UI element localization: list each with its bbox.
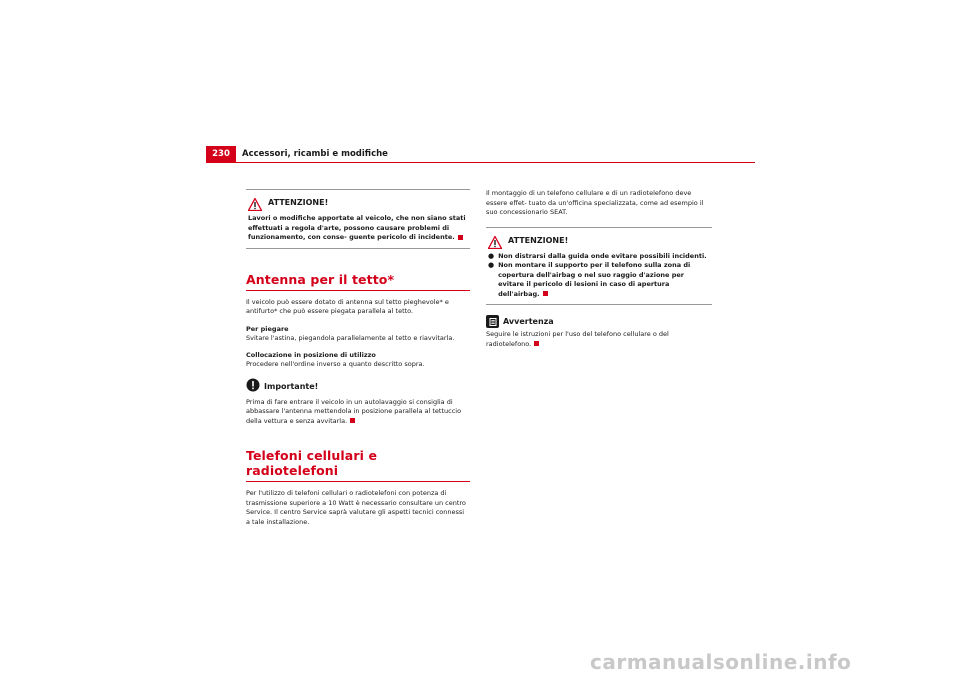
- note-text-block: [486, 330, 712, 349]
- exclamation-icon: [246, 377, 260, 396]
- warning-triangle-icon: [488, 234, 502, 247]
- list-item: [488, 252, 710, 262]
- important-text-block: [246, 398, 470, 427]
- fold-text: Svitare l'astina, piegandola parallelamente al tetto e riavvitarla.: [246, 334, 455, 342]
- antenna-heading: Antenna per il tetto*: [246, 272, 470, 291]
- chapter-title: Accessori, ricambi e modifiche: [242, 149, 388, 159]
- fold-title: Per piegare: [246, 324, 289, 333]
- warning-2-title: ATTENZIONE!: [508, 235, 569, 245]
- bullet-text: Non distrarsi dalla guida onde evitare possibili incidenti.: [498, 251, 707, 260]
- warning-box: [246, 189, 470, 249]
- warning-text: Lavori o modifiche apportate al veicolo, che non siano stati effettuati a regola d'arte, possono causare problemi di funzionamento, con conse- guente pericolo di incidente.: [248, 214, 466, 241]
- bullet-icon: ●: [488, 251, 495, 260]
- warning-box-2-header: [488, 234, 710, 247]
- important-title: Importante!: [264, 381, 319, 391]
- use-text: Procedere nell'ordine inverso a quanto descritto sopra.: [246, 360, 425, 368]
- use-title: Collocazione in posizione di utilizzo: [246, 350, 376, 359]
- warning-text-block: [248, 214, 468, 243]
- note-title: Avvertenza: [503, 317, 554, 326]
- warning-box-2: [486, 227, 712, 306]
- right-intro: Il montaggio di un telefono cellulare e di un radiotelefono deve essere effet- tuato da un'officina specializzata, come ad esempio il suo concessionario SEAT.: [486, 189, 704, 216]
- antenna-intro: Il veicolo può essere dotato di antenna sul tetto pieghevole* e antifurto* che può essere piegata parallela al tetto.: [246, 297, 449, 315]
- left-column: [246, 189, 470, 527]
- end-mark-icon: [543, 291, 548, 296]
- phones-heading: Telefoni cellulari e radiotelefoni: [246, 448, 470, 482]
- warning-triangle-icon: [248, 196, 262, 209]
- warning-box-header: [248, 196, 468, 209]
- note-text: Seguire le istruzioni per l'uso del telefono cellulare o del radiotelefono.: [486, 330, 669, 348]
- right-column: [486, 189, 712, 349]
- bullet-icon: ●: [488, 261, 495, 269]
- phones-text: Per l'utilizzo di telefoni cellulari o radiotelefoni con potenza di trasmissione superiore a 10 Watt è necessario consultare un centro Service. Il centro Service saprà valutare gli aspetti tecnici connessi a tale installazione.: [246, 489, 466, 526]
- end-mark-icon: [534, 341, 539, 346]
- bullet-text: Non montare il supporto per il telefono sulla zona di copertura dell'airbag o nel suo raggio d'azione per evitare il pericolo di lesioni in caso di apertura dell'airbag.: [498, 261, 691, 298]
- watermark: carmanualsonline.info: [590, 650, 852, 674]
- note-hand-icon: [486, 315, 499, 328]
- end-mark-icon: [350, 418, 355, 423]
- list-item: [488, 261, 710, 299]
- page-header: [206, 146, 755, 163]
- note-header: [486, 315, 712, 328]
- important-header: [246, 377, 470, 396]
- page-number: 230: [206, 146, 236, 162]
- warning-title: ATTENZIONE!: [268, 198, 329, 207]
- important-text: Prima di fare entrare il veicolo in un autolavaggio si consiglia di abbassare l'antenna mettendola in posizione parallela al tettuccio della vettura e senza avvitarla.: [246, 397, 462, 425]
- end-mark-icon: [458, 235, 463, 240]
